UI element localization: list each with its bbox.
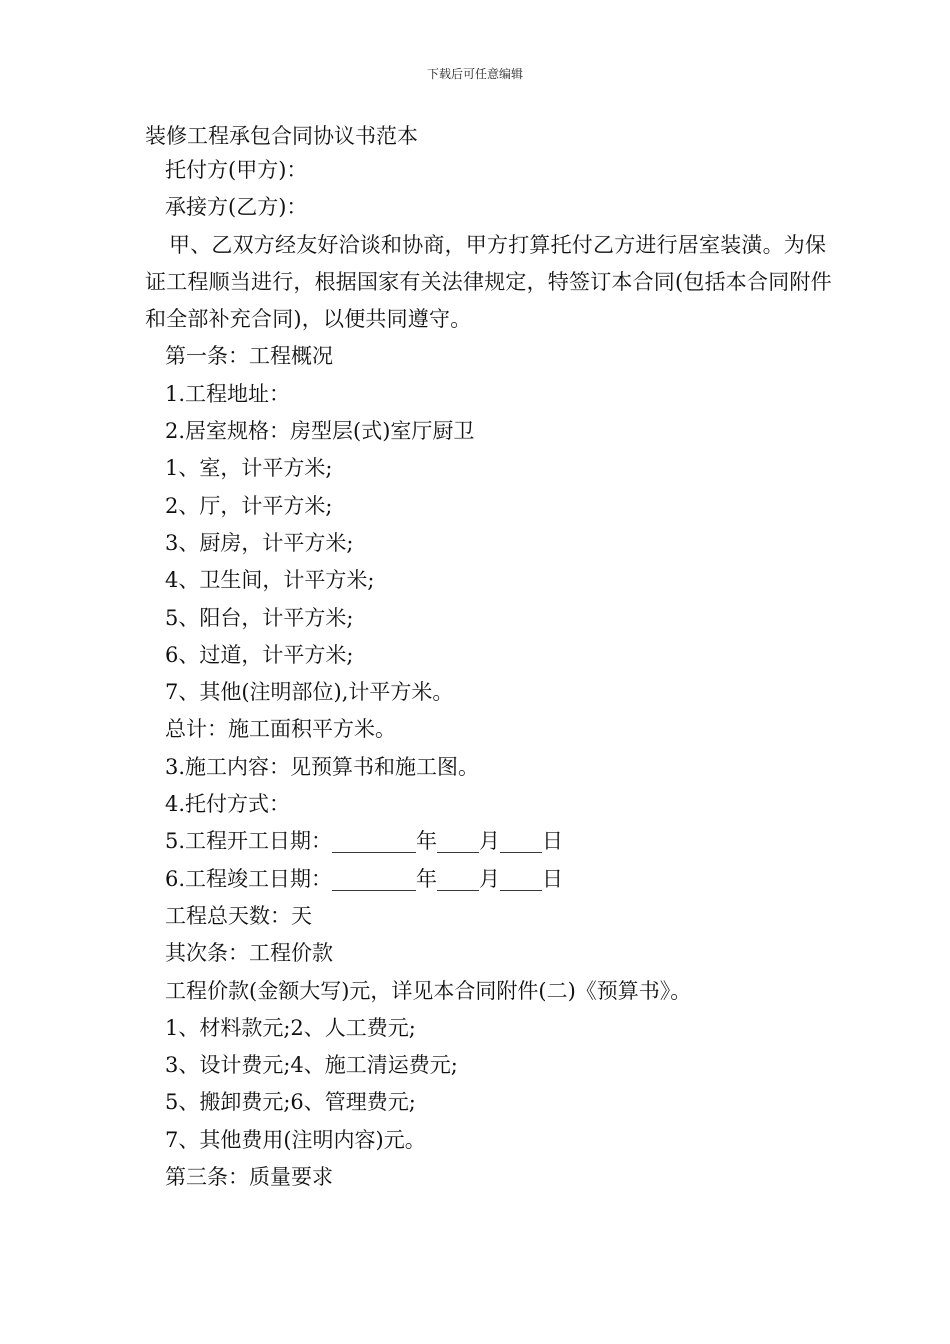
- document-body: [145, 120, 835, 1196]
- section-heading-1: 第一条：工程概况: [165, 344, 333, 369]
- clause-line: 7、其他(注明部位),计平方米。: [165, 680, 454, 705]
- clause-line: 1、室，计平方米;: [165, 456, 333, 481]
- contractor-party-line: 承接方(乙方)：: [165, 195, 308, 220]
- start-date-line: 5.工程开工日期：________年____月____日: [165, 829, 564, 854]
- clause-line: 1.工程地址：: [165, 381, 291, 406]
- client-party-line: 托付方(甲方)：: [165, 158, 308, 182]
- clause-line: 总计：施工面积平方米。: [165, 717, 396, 742]
- clause-line: 4、卫生间，计平方米;: [165, 568, 375, 593]
- clause-line: 5、阳台，计平方米;: [165, 605, 354, 630]
- clause-line: 3.施工内容：见预算书和施工图。: [165, 754, 480, 779]
- clause-line: 工程总天数：天: [165, 903, 312, 928]
- clause-line: 7、其他费用(注明内容)元。: [165, 1127, 426, 1152]
- clause-line: 2、厅，计平方米;: [165, 493, 333, 518]
- section-heading-2: 其次条：工程价款: [165, 941, 333, 966]
- page-header: 下载后可任意编辑: [426, 67, 523, 81]
- clause-line: 3、厨房，计平方米;: [165, 530, 354, 555]
- intro-paragraph: 甲、乙双方经友好洽谈和协商，甲方打算托付乙方进行居室装潢。为保证工程顺当进行，根据国家有关法律规定，特签订本合同(包括本合同附件和全部补充合同)，以便共同遵守。: [145, 232, 832, 332]
- clause-line: 2.居室规格：房型层(式)室厅厨卫: [165, 419, 475, 444]
- end-date-line: 6.工程竣工日期：________年____月____日: [165, 866, 564, 891]
- document-title: 装修工程承包合同协议书范本: [145, 124, 418, 148]
- clause-line: 3、设计费元;4、施工清运费元;: [165, 1053, 458, 1078]
- clause-line: 工程价款(金额大写)元，详见本合同附件(二)《预算书》。: [165, 978, 692, 1003]
- clause-line: 6、过道，计平方米;: [165, 642, 354, 667]
- clause-line: 5、搬卸费元;6、管理费元;: [165, 1090, 416, 1115]
- clause-line: 1、材料款元;2、人工费元;: [165, 1015, 416, 1040]
- section-heading-3: 第三条：质量要求: [165, 1165, 333, 1190]
- clause-line: 4.托付方式：: [165, 792, 291, 817]
